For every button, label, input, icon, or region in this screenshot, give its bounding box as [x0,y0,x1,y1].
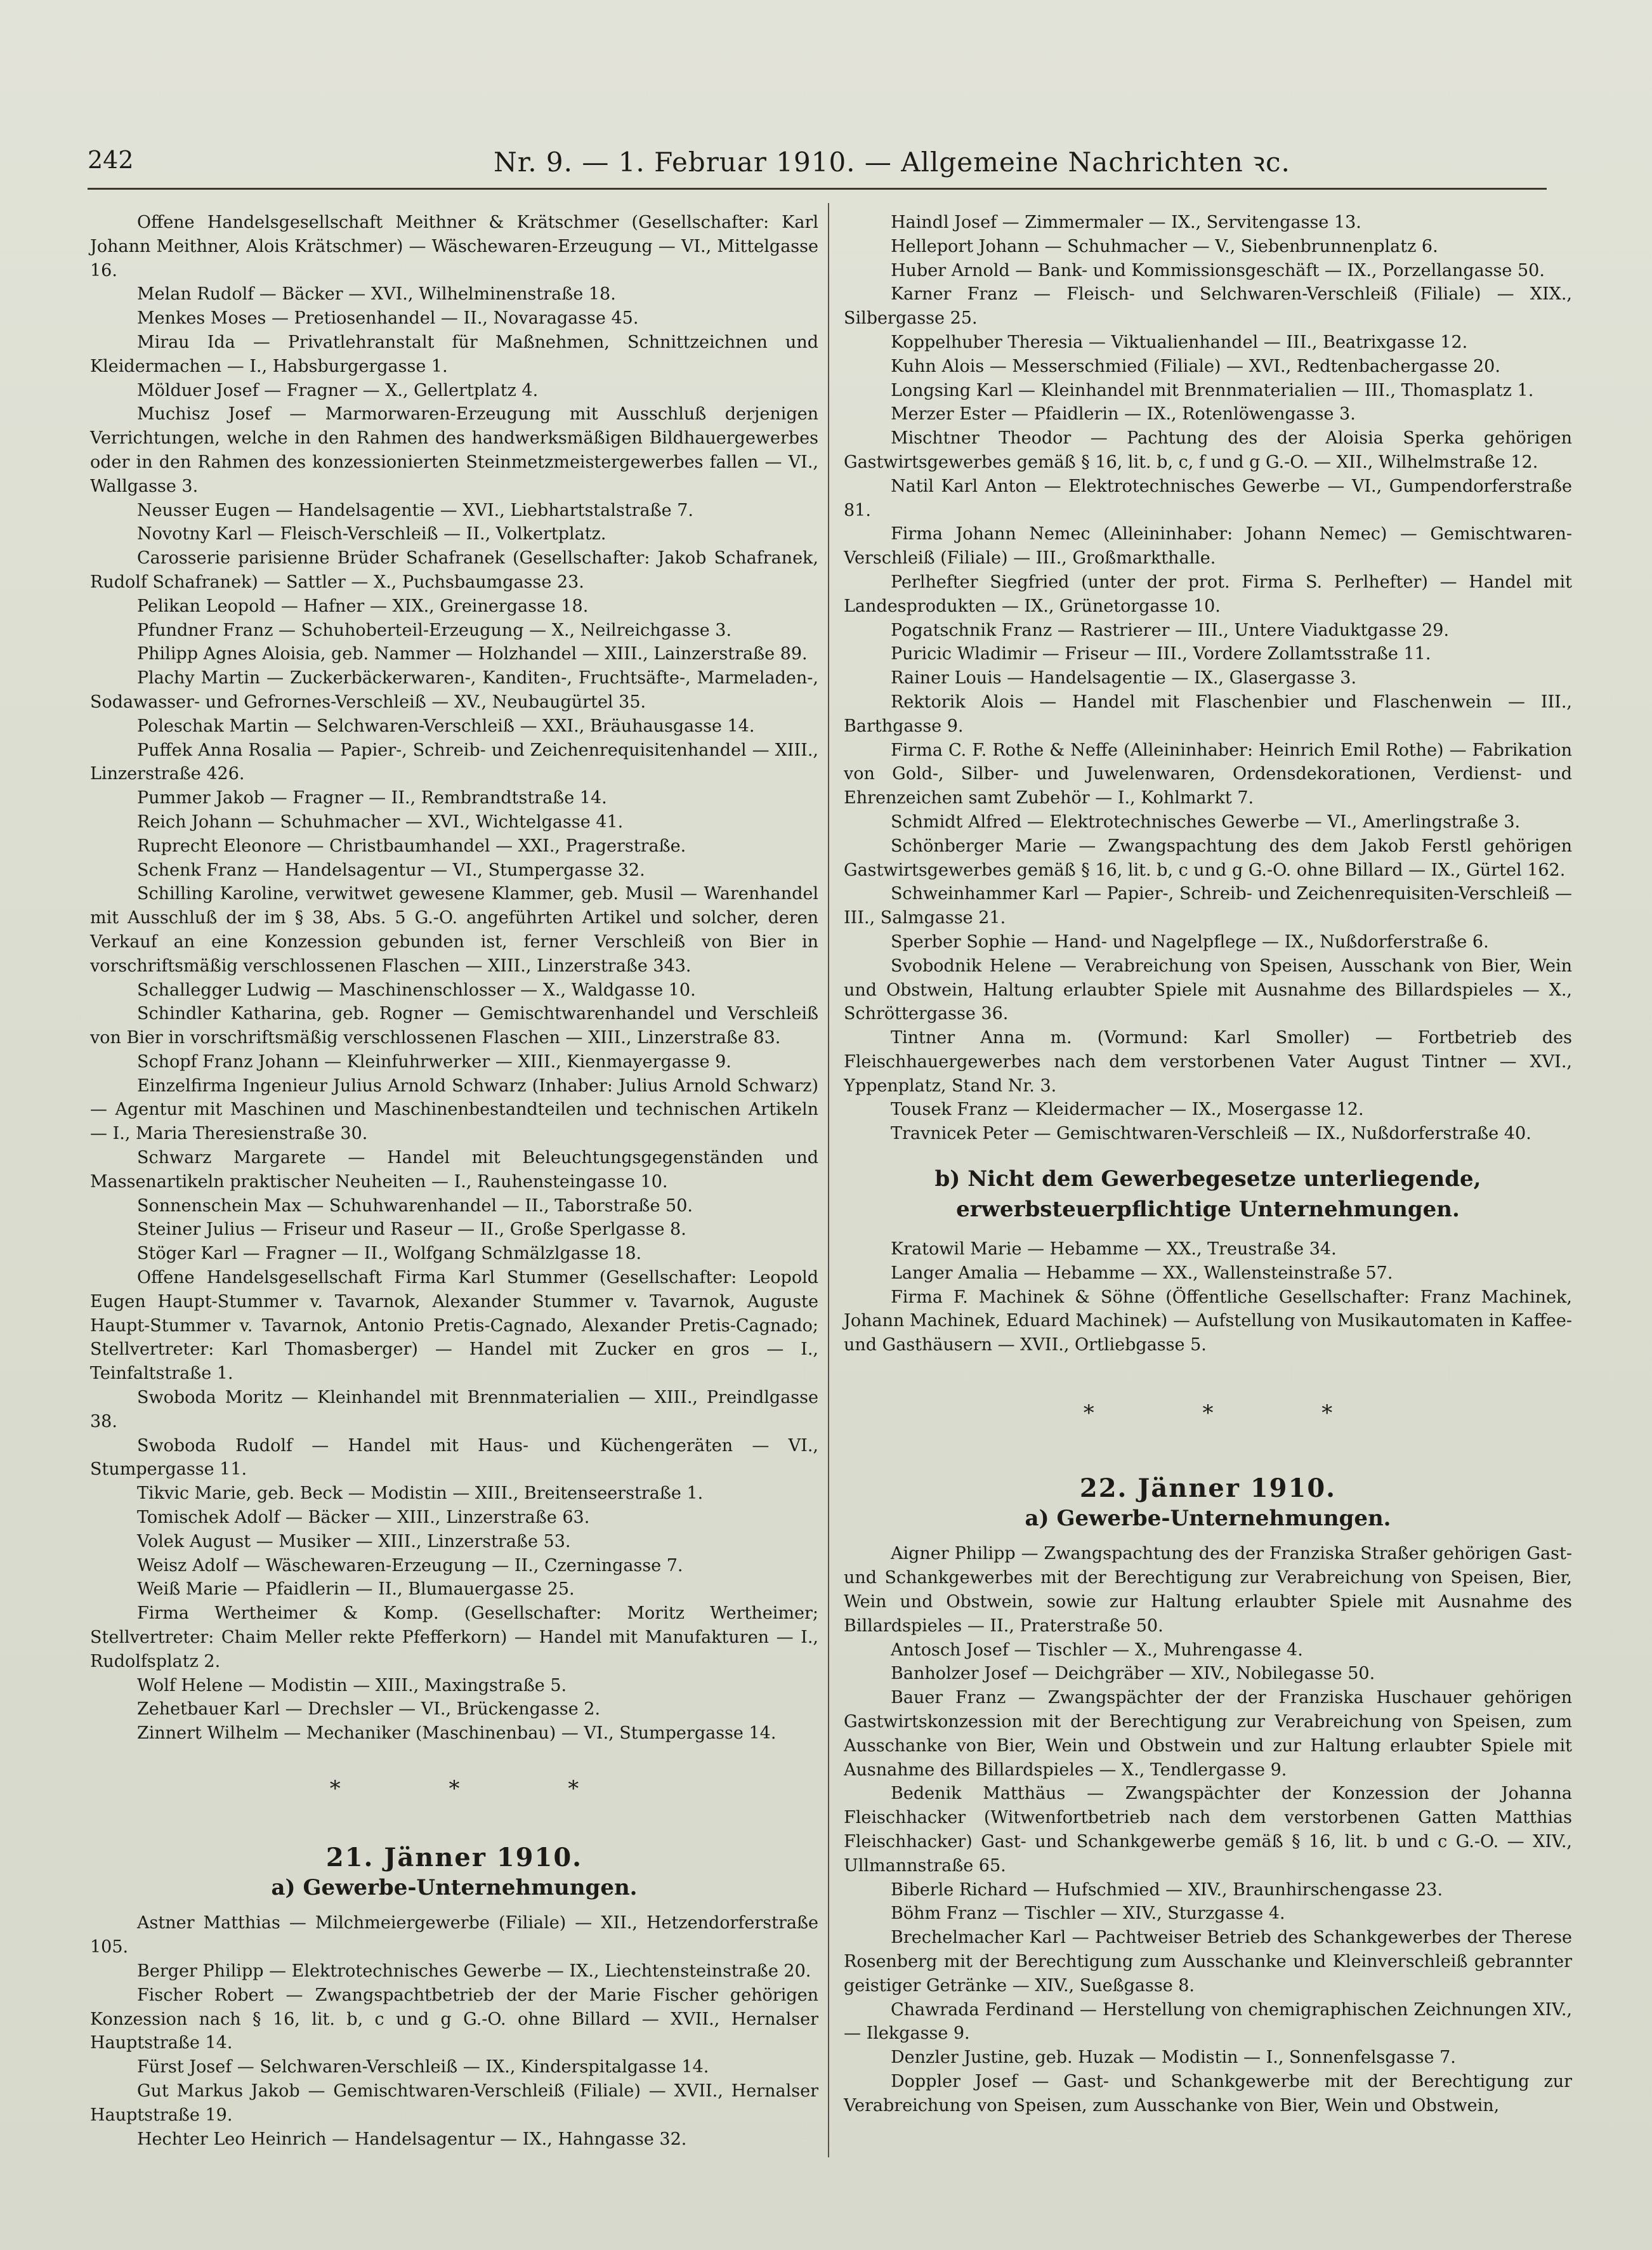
register-entry: Natil Karl Anton — Elektrotechnisches Gewerbe — VI., Gumpendorferstraße 81. [844,476,1572,520]
register-entry: Gut Markus Jakob — Gemischtwaren-Verschleiß (Filiale) — XVII., Hernalser Hauptstraße 19. [90,2081,818,2125]
register-entry: Swoboda Rudolf — Handel mit Haus- und Küchengeräten — VI., Stumpergasse 11. [90,1435,818,1480]
register-entry: Schopf Franz Johann — Kleinfuhrwerker — XIII., Kienmayergasse 9. [137,1051,731,1072]
register-entry: Huber Arnold — Bank- und Kommissionsgeschäft — IX., Porzellangasse 50. [891,260,1545,280]
subsection-b-heading: b) Nicht dem Gewerbegesetze unterliegende, erwerbsteuerpflichtige Unternehmungen. [934,1166,1481,1223]
register-entry: Melan Rudolf — Bäcker — XVI., Wilhelminenstraße 18. [137,284,616,305]
register-entry: Schwarz Margarete — Handel mit Beleuchtungsgegenständen und Massenartikeln praktischer Neuheiten — I., Rauhensteingasse 10. [90,1148,818,1192]
register-entry: Koppelhuber Theresia — Viktualienhandel — III., Beatrixgasse 12. [891,332,1468,352]
register-entry: Offene Handelsgesellschaft Meithner & Krätschmer (Gesellschafter: Karl Johann Meithner, Alois Krätschmer) — Wäschewaren-Erzeugung — VI., Mittelgasse 16. [90,213,818,280]
register-entry: Philipp Agnes Aloisia, geb. Nammer — Holzhandel — XIII., Lainzerstraße 89. [137,644,808,664]
right-entry-list [844,211,1572,1146]
register-entry: Aigner Philipp — Zwangspachtung des der Franziska Straßer gehörigen Gast- und Schankgewerbes mit der Berechtigung zur Verabreichung von Speisen, Bier, Wein und Obstwein, sowie zur Haltung erlaubter Spiele mit Ausnahme des Billardspieles — II., Praterstraße 50. [844,1544,1572,1636]
page-header [88,141,1547,185]
register-entry: Doppler Josef — Gast- und Schankgewerbe mit der Berechtigung zur Verabreichung von Speisen, zum Ausschanke von Bier, Wein und Obstwein, [844,2071,1572,2115]
register-entry: Chawrada Ferdinand — Herstellung von chemigraphischen Zeichnungen XIV., — Ilekgasse 9. [844,1999,1572,2044]
register-entry: Brechelmacher Karl — Pachtweiser Betrieb des Schankgewerbes der Therese Rosenberg mit der Berechtigung zum Ausschanke und Kleinverschleiß gebrannter geistiger Getränke — XIV., Sueßgasse 8. [844,1928,1572,1996]
section-separator: * * * [329,1776,630,1801]
register-entry: Sperber Sophie — Hand- und Nagelpflege — IX., Nußdorferstraße 6. [891,931,1489,952]
register-entry: Denzler Justine, geb. Huzak — Modistin — I., Sonnenfelsgasse 7. [891,2048,1456,2068]
page-number: 242 [88,146,134,174]
register-entry: Weiß Marie — Pfaidlerin — II., Blumauergasse 25. [137,1579,575,1600]
register-entry: Longsing Karl — Kleinhandel mit Brennmaterialien — III., Thomasplatz 1. [891,380,1534,400]
register-entry: Pfundner Franz — Schuhoberteil-Erzeugung — X., Neilreichgasse 3. [137,620,732,640]
register-entry: Zinnert Wilhelm — Mechaniker (Maschinenbau) — VI., Stumpergasse 14. [137,1723,777,1744]
register-entry: Pummer Jakob — Fragner — II., Rembrandtstraße 14. [137,788,607,808]
register-entry: Banholzer Josef — Deichgräber — XIV., Nobilegasse 50. [891,1664,1375,1684]
register-entry: Reich Johann — Schuhmacher — XVI., Wichtelgasse 41. [137,812,624,832]
register-entry: Haindl Josef — Zimmermaler — IX., Servitengasse 13. [891,213,1361,232]
right-column [844,211,1572,2118]
subsection-b-entry-list [844,1237,1572,1357]
register-entry: Antosch Josef — Tischler — X., Muhrengasse 4. [891,1640,1303,1660]
register-entry: Perlhefter Siegfried (unter der prot. Firma S. Perlhefter) — Handel mit Landesprodukten — IX., Grünetorgasse 10. [844,572,1572,616]
register-entry: Offene Handelsgesellschaft Firma Karl Stummer (Gesellschafter: Leopold Eugen Haupt-Stummer v. Tavarnok, Alexander Stummer v. Tavarnok, Auguste Haupt-Stummer v. Tavarnok, Antonio Pretis-Cagnado, Alexander Pretis-Cagnado; Stellvertreter: Karl Thomasberger) — Handel mit Zucker en gros — I., Teinfaltstraße 1. [90,1268,818,1384]
register-entry: Wolf Helene — Modistin — XIII., Maxingstraße 5. [137,1675,567,1695]
register-entry: Puffek Anna Rosalia — Papier-, Schreib- und Zeichenrequisitenhandel — XIII., Linzerstraße 426. [90,740,818,784]
register-entry: Rainer Louis — Handelsagentie — IX., Glasergasse 3. [891,668,1357,688]
register-entry: Carosserie parisienne Brüder Schafranek (Gesellschafter: Jakob Schafranek, Rudolf Schafranek) — Sattler — X., Puchsbaumgasse 23. [90,548,818,592]
register-entry: Steiner Julius — Friseur und Raseur — II., Große Sperlgasse 8. [137,1220,686,1240]
register-entry: Firma C. F. Rothe & Neffe (Alleininhaber: Heinrich Emil Rothe) — Fabrikation von Gold-, Silber- und Juwelenwaren, Ordensdekorationen, Verdienst- und Ehrenzeichen samt Zubehör — I., Kohlmarkt 7. [844,740,1572,808]
register-entry: Tikvic Marie, geb. Beck — Modistin — XIII., Breitenseerstraße 1. [137,1484,704,1504]
section-separator: * * * [1083,1400,1384,1426]
register-entry: Menkes Moses — Pretiosenhandel — II., Novaragasse 45. [137,308,639,329]
register-entry: Mischtner Theodor — Pachtung des der Aloisia Sperka gehörigen Gastwirtsgewerbes gemäß § 16, lit. b, c, f und g G.-O. — XII., Wilhelmstraße 12. [844,428,1572,472]
register-entry: Schallegger Ludwig — Maschinenschlosser — X., Waldgasse 10. [137,980,696,1000]
register-entry: Schilling Karoline, verwitwet gewesene Klammer, geb. Musil — Warenhandel mit Ausschluß der im § 38, Abs. 5 G.-O. angeführten Artikel und solcher, deren Verkauf an eine Konzession gebunden ist, ferner Verschleiß von Bier in vorschriftsmäßig verschlossenen Flaschen — XIII., Linzerstraße 343. [90,884,818,976]
register-entry: Langer Amalia — Hebamme — XX., Wallensteinstraße 57. [891,1263,1393,1283]
register-entry: Helleport Johann — Schuhmacher — V., Siebenbrunnenplatz 6. [891,236,1438,256]
register-entry: Travnicek Peter — Gemischtwaren-Verschleiß — IX., Nußdorferstraße 40. [891,1124,1531,1144]
register-entry: Mölduer Josef — Fragner — X., Gellertplatz 4. [137,380,539,400]
register-entry: Muchisz Josef — Marmorwaren-Erzeugung mit Ausschluß derjenigen Verrichtungen, welche in den Rahmen des handwerksmäßigen Bildhauergewerbes oder in den Rahmen des konzessionierten Steinmetzmeistergewerbes fallen — VI., Wallgasse 3. [90,404,818,496]
section-date-21: 21. Jänner 1910. [325,1842,583,1872]
register-entry: Einzelfirma Ingenieur Julius Arnold Schwarz (Inhaber: Julius Arnold Schwarz) — Agentur mit Maschinen und Maschinenbestandteilen und technischen Artikeln — I., Maria Theresienstraße 30. [90,1076,818,1144]
register-entry: Böhm Franz — Tischler — XIV., Sturzgasse 4. [891,1904,1285,1924]
register-entry: Rektorik Alois — Handel mit Flaschenbier und Flaschenwein — III., Barthgasse 9. [844,692,1572,736]
register-entry: Swoboda Moritz — Kleinhandel mit Brennmaterialien — XIII., Preindlgasse 38. [90,1388,818,1431]
register-entry: Tousek Franz — Kleidermacher — IX., Mosergasse 12. [891,1100,1364,1120]
section-date-22: 22. Jänner 1910. [1079,1473,1337,1503]
register-entry: Hechter Leo Heinrich — Handelsagentur — IX., Hahngasse 32. [137,2129,687,2149]
section-22-entry-list [844,1542,1572,2117]
register-entry: Svobodnik Helene — Verabreichung von Speisen, Ausschank von Bier, Wein und Obstwein, Haltung erlaubter Spiele mit Ausnahme des Billardspieles — X., Schröttergasse 36. [844,956,1572,1024]
register-entry: Zehetbauer Karl — Drechsler — VI., Brückengasse 2. [137,1699,601,1720]
register-entry: Poleschak Martin — Selchwaren-Verschleiß — XXI., Bräuhausgasse 14. [137,716,755,736]
register-entry: Puricic Wladimir — Friseur — III., Vordere Zollamtsstraße 11. [891,644,1431,664]
register-entry: Fürst Josef — Selchwaren-Verschleiß — IX., Kinderspitalgasse 14. [137,2057,709,2077]
register-entry: Firma Wertheimer & Komp. (Gesellschafter: Moritz Wertheimer; Stellvertreter: Chaim Meller rekte Pfefferkorn) — Handel mit Manufakturen — I., Rudolfsplatz 2. [90,1603,818,1671]
register-entry: Volek August — Musiker — XIII., Linzerstraße 53. [137,1531,571,1551]
register-entry: Kratowil Marie — Hebamme — XX., Treustraße 34. [891,1239,1337,1260]
register-entry: Tomischek Adolf — Bäcker — XIII., Linzerstraße 63. [137,1508,590,1528]
register-entry: Novotny Karl — Fleisch-Verschleiß — II., Volkertplatz. [137,524,606,544]
register-entry: Karner Franz — Fleisch- und Selchwaren-Verschleiß (Filiale) — XIX., Silbergasse 25. [844,284,1572,329]
register-entry: Ruprecht Eleonore — Christbaumhandel — XXI., Pragerstraße. [137,836,686,856]
left-entry-list [90,211,818,1746]
register-entry: Astner Matthias — Milchmeiergewerbe (Filiale) — XII., Hetzendorferstraße 105. [90,1913,818,1957]
register-entry: Firma Johann Nemec (Alleininhaber: Johann Nemec) — Gemischtwaren-Verschleiß (Filiale) — III., Großmarkthalle. [844,524,1572,569]
register-entry: Schönberger Marie — Zwangspachtung des dem Jakob Ferstl gehörigen Gastwirtsgewerbes gemäß § 16, lit. b, c und g G.-O. ohne Billard — IX., Gürtel 162. [844,836,1572,880]
column-divider [828,203,829,2157]
register-entry: Fischer Robert — Zwangspachtbetrieb der der Marie Fischer gehörigen Konzession nach § 16, lit. b, c und g G.-O. ohne Billard — XVII., Hernalser Hauptstraße 14. [90,1985,818,2053]
header-rule [88,188,1547,190]
register-entry: Neusser Eugen — Handelsagentie — XVI., Liebhartstalstraße 7. [137,500,693,520]
register-entry: Kuhn Alois — Messerschmied (Filiale) — XVI., Redtenbachergasse 20. [891,356,1500,376]
register-entry: Biberle Richard — Hufschmied — XIV., Braunhirschengasse 23. [891,1879,1443,1900]
section-subheading-22: a) Gewerbe-Unternehmungen. [1025,1505,1391,1531]
register-entry: Schindler Katharina, geb. Rogner — Gemischtwarenhandel und Verschleiß von Bier in vorschriftsmäßig verschlossenen Flaschen — XIII., Linzerstraße 83. [90,1004,818,1048]
register-entry: Weisz Adolf — Wäschewaren-Erzeugung — II., Czerningasse 7. [137,1555,683,1576]
section-21-entry-list [90,1911,818,2151]
register-entry: Plachy Martin — Zuckerbäckerwaren-, Kanditen-, Fruchtsäfte-, Marmeladen-, Sodawasser- und Gefrornes-Verschleiß — XV., Neubaugürtel 35. [90,668,818,712]
register-entry: Schweinhammer Karl — Papier-, Schreib- und Zeichenrequisiten-Verschleiß — III., Salmgasse 21. [844,884,1572,928]
register-entry: Stöger Karl — Fragner — II., Wolfgang Schmälzlgasse 18. [137,1244,642,1264]
register-entry: Bauer Franz — Zwangspächter der der Franziska Huschauer gehörigen Gastwirtskonzession mit der Berechtigung zur Verabreichung von Speisen, zum Ausschanke von Bier, Wein und Obstwein und zur Haltung erlaubter Spiele mit Ausnahme des Billardspieles — X., Tendlergasse 9. [844,1688,1572,1780]
left-column [90,211,818,2151]
register-entry: Bedenik Matthäus — Zwangspächter der Konzession der Johanna Fleischhacker (Witwenfortbetrieb nach dem verstorbenen Gatten Matthias Fleischhacker) Gast- und Schankgewerbe gemäß § 16, lit. b und c G.-O. — XIV., Ullmannstraße 65. [844,1784,1572,1876]
register-entry: Mirau Ida — Privatlehranstalt für Maßnehmen, Schnittzeichnen und Kleidermachen — I., Habsburgergasse 1. [90,332,818,376]
register-entry: Firma F. Machinek & Söhne (Öffentliche Gesellschafter: Franz Machinek, Johann Machinek, Eduard Machinek) — Aufstellung von Musikautomaten in Kaffee- und Gasthäusern — XVII., Ortliebgasse 5. [844,1287,1572,1355]
register-entry: Merzer Ester — Pfaidlerin — IX., Rotenlöwengasse 3. [891,404,1356,424]
register-entry: Pelikan Leopold — Hafner — XIX., Greinergasse 18. [137,596,589,616]
register-entry: Schenk Franz — Handelsagentur — VI., Stumpergasse 32. [137,860,645,880]
running-head: Nr. 9. — 1. Februar 1910. — Allgemeine Nachrichten ꝛc. [494,147,1290,178]
register-entry: Tintner Anna m. (Vormund: Karl Smoller) — Fortbetrieb des Fleischhauergewerbes nach dem verstorbenen Vater August Tintner — XVI., Yppenplatz, Stand Nr. 3. [844,1028,1572,1096]
register-entry: Pogatschnik Franz — Rastrierer — III., Untere Viaduktgasse 29. [891,620,1450,640]
register-entry: Schmidt Alfred — Elektrotechnisches Gewerbe — VI., Amerlingstraße 3. [891,812,1521,832]
section-subheading-21: a) Gewerbe-Unternehmungen. [271,1874,638,1900]
register-entry: Berger Philipp — Elektrotechnisches Gewerbe — IX., Liechtensteinstraße 20. [137,1961,811,1981]
register-entry: Sonnenschein Max — Schuhwarenhandel — II., Taborstraße 50. [137,1195,693,1216]
